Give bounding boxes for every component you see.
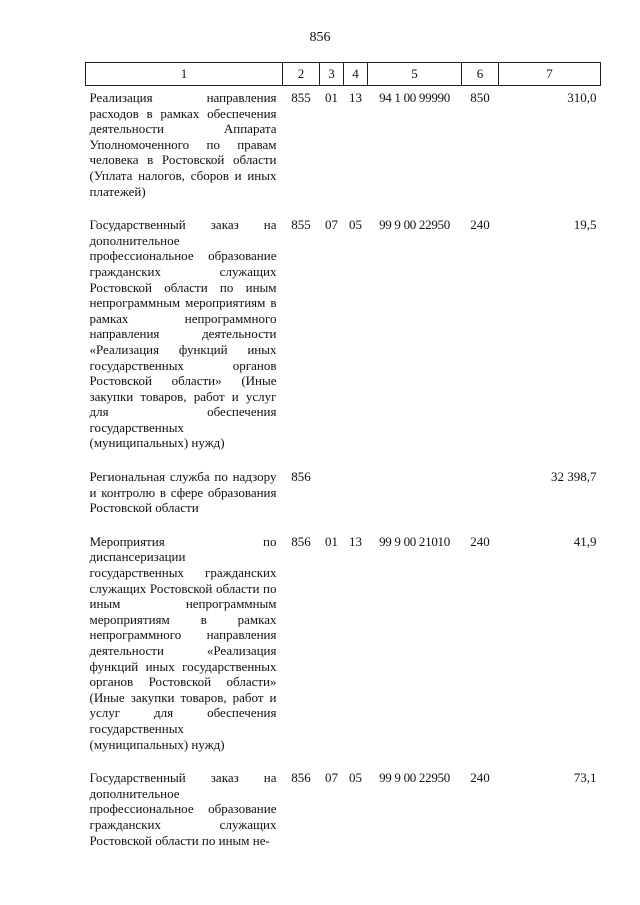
expense-type-code	[462, 465, 499, 530]
section-code: 01	[325, 90, 338, 105]
expense-type-code: 240	[470, 533, 490, 549]
expense-type-code: 240	[470, 770, 490, 786]
subsection-code: 13	[349, 533, 362, 549]
subsection-code	[344, 465, 368, 530]
row-description: Мероприятия по диспансеризации государственных гражданских служащих Ростовской области по иным непрограммным мероприятиям в рамках непрограммного направления деятельности «Реализация функций иных государственных органов Ростовской области» (Иные закупки товаров, работ и услуг для обеспечения государственных (муниципальных) нужд)	[89, 533, 277, 752]
ministry-code: 855	[291, 90, 311, 105]
page-number: 856	[309, 30, 331, 45]
target-article-code: 94 1 00 99990	[379, 90, 450, 105]
target-article-code: 99 9 00 21010	[379, 533, 450, 549]
table-header	[86, 63, 601, 86]
table-row	[86, 86, 601, 214]
column-header: 5	[368, 63, 462, 86]
section-code: 01	[325, 533, 338, 549]
subsection-code: 05	[349, 217, 362, 233]
target-article-code: 99 9 00 22950	[379, 217, 450, 233]
table-row	[86, 530, 601, 766]
amount: 73,1	[573, 770, 597, 786]
ministry-code: 856	[291, 469, 311, 485]
column-header: 2	[283, 63, 320, 86]
column-header: 4	[344, 63, 368, 86]
subsection-code: 05	[349, 770, 362, 786]
row-description: Региональная служба по надзору и контролю в сфере образования Ростовской области	[89, 469, 277, 516]
budget-table	[85, 62, 601, 862]
table-row	[86, 213, 601, 465]
amount: 41,9	[573, 533, 597, 549]
row-description: Государственный заказ на дополнительное профессиональное образование гражданских служащих Ростовской области по иным не-	[89, 770, 277, 848]
column-header: 3	[320, 63, 344, 86]
amount: 32 398,7	[551, 469, 597, 485]
amount: 19,5	[573, 217, 597, 233]
section-code: 07	[325, 217, 338, 233]
expense-type-code: 850	[470, 90, 490, 105]
subsection-code: 13	[349, 90, 362, 105]
column-header: 7	[499, 63, 601, 86]
ministry-code: 855	[291, 217, 311, 233]
column-header: 1	[86, 63, 283, 86]
section-code	[320, 465, 344, 530]
ministry-code: 856	[291, 770, 311, 786]
column-header: 6	[462, 63, 499, 86]
target-article-code	[368, 465, 462, 530]
expense-type-code: 240	[470, 217, 490, 233]
amount: 310,0	[567, 90, 597, 105]
section-code: 07	[325, 770, 338, 786]
table-row	[86, 766, 601, 862]
target-article-code: 99 9 00 22950	[379, 770, 450, 786]
table-row	[86, 465, 601, 530]
row-description: Государственный заказ на дополнительное профессиональное образование гражданских служащих Ростовской области по иным непрограммным мероприятиям в рамках непрограммного направления деятельности «Реализация функций иных государственных органов Ростовской области» (Иные закупки товаров, работ и услуг для обеспечения государственных (муниципальных) нужд)	[89, 217, 277, 451]
row-description: Реализация направления расходов в рамках обеспечения деятельности Аппарата Уполномоченного по правам человека в Ростовской области (Уплата налогов, сборов и иных платежей)	[89, 90, 277, 199]
ministry-code: 856	[291, 533, 311, 549]
